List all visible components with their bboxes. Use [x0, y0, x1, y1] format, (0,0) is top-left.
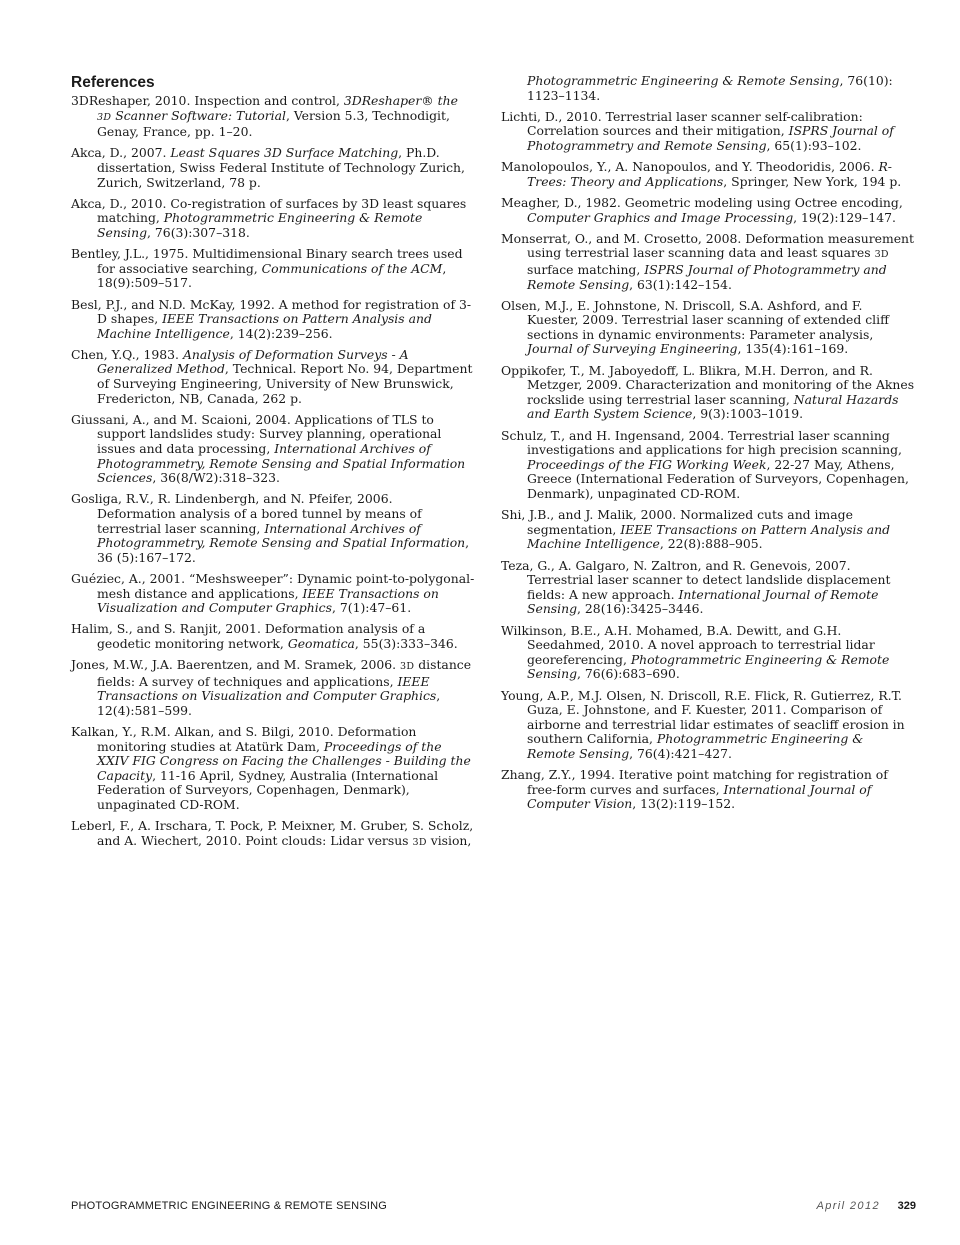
reference-entry: Besl, P.J., and N.D. McKay, 1992. A method for registration of 3-D shapes, IEEE Transactions on Pattern Analysis and Machine Intelligence, 14(2):239–256. [71, 296, 472, 341]
reference-entry: Akca, D., 2007. Least Squares 3D Surface Matching, Ph.D. dissertation, Swiss Federal Institute of Technology Zurich, Zurich, Switzerland, 78 p. [71, 145, 465, 190]
reference-list-right [501, 74, 915, 812]
reference-entry: Young, A.P., M.J. Olsen, N. Driscoll, R.E. Flick, R. Gutierrez, R.T. Guza, E. Johnstone, and F. Kuester, 2011. Comparison of airborne and terrestrial lidar estimates of seacliff erosion in southern California, Photogrammetric Engineering & Remote Sensing, 76(4):421–427. [501, 687, 905, 761]
references-heading: References [71, 74, 155, 91]
reference-entry: Zhang, Z.Y., 1994. Iterative point matching for registration of free-form curves and surfaces, International Journal of Computer Vision, 13(2):119–152. [501, 767, 888, 812]
reference-entry: Shi, J.B., and J. Malik, 2000. Normalized cuts and image segmentation, IEEE Transactions on Pattern Analysis and Machine Intelligence, 22(8):888–905. [501, 507, 891, 552]
references-column-left [71, 74, 475, 857]
reference-entry: Olsen, M.J., E. Johnstone, N. Driscoll, S.A. Ashford, and F. Kuester, 2009. Terrestrial laser scanning of extended cliff sections in dynamic environments: Parameter analysis, Journal of Surveying Engineering, 135(4):161–169. [501, 297, 889, 357]
reference-entry: Schulz, T., and H. Ingensand, 2004. Terrestrial laser scanning investigations and applications for high precision scanning, Proceedings of the FIG Working Week, 22-27 May, Athens, Greece (International Federation of Surveyors, Copenhagen, Denmark), unpaginated CD-ROM. [501, 427, 909, 501]
reference-entry: Teza, G., A. Galgaro, N. Zaltron, and R. Genevois, 2007. Terrestrial laser scanner to detect landslide displacement fields: A new approach. International Journal of Remote Sensing, 28(16):3425–3446. [501, 557, 891, 617]
reference-entry: Photogrammetric Engineering & Remote Sensing, 76(10): 1123–1134. [527, 73, 893, 103]
reference-entry: Jones, M.W., J.A. Baerentzen, and M. Sramek, 2006. 3D distance fields: A survey of techniques and applications, IEEE Transactions on Visualization and Computer Graphics, 12(4):581–599. [71, 657, 472, 718]
reference-entry: Akca, D., 2010. Co-registration of surfaces by 3D least squares matching, Photogrammetric Engineering & Remote Sensing, 76(3):307–318. [71, 195, 467, 240]
reference-entry: Leberl, F., A. Irschara, T. Pock, P. Meixner, M. Gruber, S. Scholz, and A. Wiechert, 2010. Point clouds: Lidar versus 3D vision, [71, 818, 474, 848]
reference-entry: Guéziec, A., 2001. “Meshsweeper”: Dynamic point-to-polygonal-mesh distance and applications, IEEE Transactions on Visualization and Computer Graphics, 7(1):47–61. [71, 570, 475, 616]
reference-entry: Giussani, A., and M. Scaioni, 2004. Applications of TLS to support landslides study: Survey planning, operational issues and data processing, International Archives of Photogrammetry, Remote Sensing and Spatial Information Sciences, 36(8/W2):318–323. [71, 411, 466, 486]
reference-entry: Wilkinson, B.E., A.H. Mohamed, B.A. Dewitt, and G.H. Seedahmed, 2010. A novel approach to terrestrial lidar georeferencing, Photogrammetric Engineering & Remote Sensing, 76(6):683–690. [501, 622, 890, 682]
reference-entry: Gosliga, R.V., R. Lindenbergh, and N. Pfeifer, 2006. Deformation analysis of a bored tunnel by means of terrestrial laser scanning, International Archives of Photogrammetry, Remote Sensing and Spatial Information, 36 (5):167–172. [71, 491, 470, 565]
reference-entry: 3DReshaper, 2010. Inspection and control, 3DReshaper® the 3D Scanner Software: Tutorial, Version 5.3, Technodigit, Genay, France, pp. 1–20. [71, 93, 458, 140]
reference-entry: Halim, S., and S. Ranjit, 2001. Deformation analysis of a geodetic monitoring network, Geomatica, 55(3):333–346. [71, 621, 458, 651]
journal-name: PHOTOGRAMMETRIC ENGINEERING & REMOTE SENSING [71, 1200, 388, 1212]
reference-entry: Lichti, D., 2010. Terrestrial laser scanner self-calibration: Correlation sources and their mitigation, ISPRS Journal of Photogrammetry and Remote Sensing, 65(1):93–102. [501, 108, 894, 153]
issue-date: April 2012 [816, 1200, 880, 1212]
page-number: 329 [897, 1200, 916, 1212]
reference-entry: Kalkan, Y., R.M. Alkan, and S. Bilgi, 2010. Deformation monitoring studies at Atatürk Dam, Proceedings of the XXIV FIG Congress on Facing the Challenges - Building the Capacity, 11-16 April, Sydney, Australia (International Federation of Surveyors, Copenhagen, Denmark), unpaginated CD-ROM. [71, 724, 471, 813]
reference-list-left [71, 94, 475, 850]
reference-entry: Bentley, J.L., 1975. Multidimensional Binary search trees used for associative searching, Communications of the ACM, 18(9):509–517. [71, 246, 463, 291]
reference-entry: Manolopoulos, Y., A. Nanopoulos, and Y. Theodoridis, 2006. R-Trees: Theory and Applications, Springer, New York, 194 p. [501, 159, 902, 189]
reference-entry: Oppikofer, T., M. Jaboyedoff, L. Blikra, M.H. Derron, and R. Metzger, 2009. Characterization and monitoring of the Aknes rockslide using terrestrial laser scanning, Natural Hazards and Earth System Science, 9(3):1003–1019. [501, 362, 915, 422]
references-column-right [501, 74, 915, 818]
reference-entry: Meagher, D., 1982. Geometric modeling using Octree encoding, Computer Graphics and Image Processing, 19(2):129–147. [501, 194, 903, 225]
reference-entry: Chen, Y.Q., 1983. Analysis of Deformation Surveys - A Generalized Method, Technical. Report No. 94, Department of Surveying Engineering, University of New Brunswick, Fredericton, NB, Canada, 262 p. [71, 346, 473, 406]
page-footer [71, 1200, 916, 1216]
reference-entry: Monserrat, O., and M. Crosetto, 2008. Deformation measurement using terrestrial laser scanning data and least squares 3D surface matching, ISPRS Journal of Photogrammetry and Remote Sensing, 63(1):142–154. [501, 230, 915, 292]
